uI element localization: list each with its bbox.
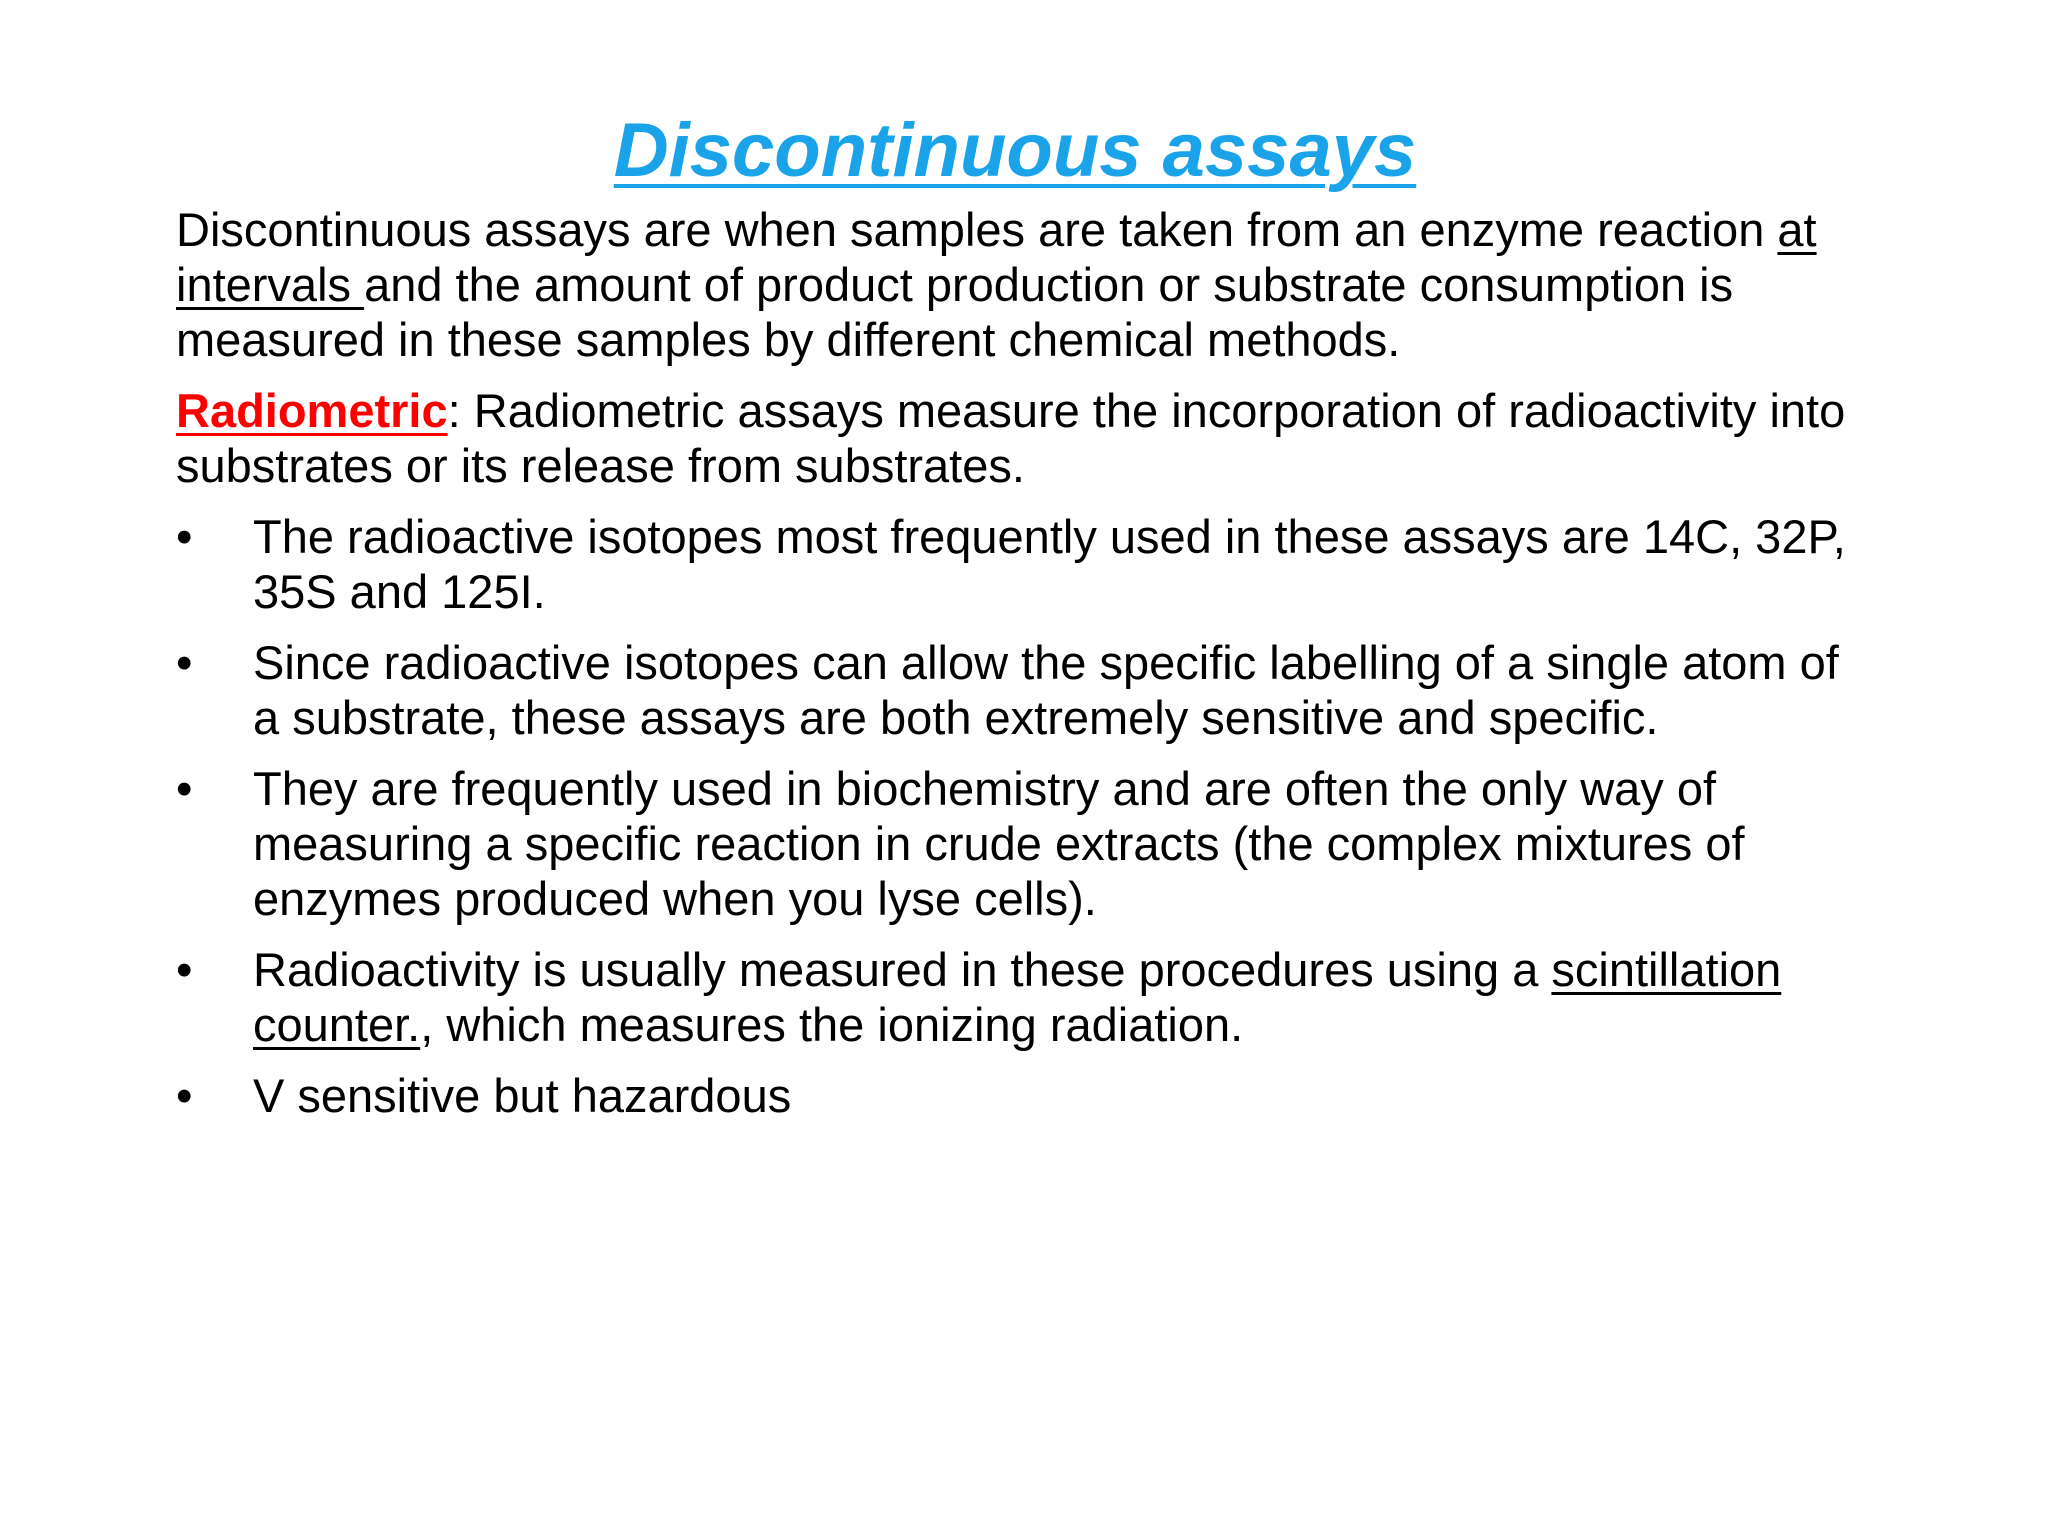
radiometric-paragraph [176,383,1876,493]
intro-paragraph [176,202,1876,367]
intro-underlined-term: at intervals [176,203,1817,311]
bullet-icon: • [176,1069,193,1122]
intro-text-before: Discontinuous assays are when samples are taken from an enzyme reaction [176,203,1778,256]
bullet-text: They are frequently used in biochemistry and are often the only way of measuring a specific reaction in crude extracts (the complex mixtures of enzymes produced when you lyse cells). [253,762,1745,925]
radiometric-keyword: Radiometric [176,384,448,437]
bullet-text: V sensitive but hazardous [253,1069,792,1122]
bullet-text: Radioactivity is usually measured in these procedures using a [253,943,1552,996]
radiometric-definition: : Radiometric assays measure the incorporation of radioactivity into substrates or its release from substrates. [176,384,1846,492]
bullet-underlined-term: scintillation counter. [253,943,1782,1051]
intro-text-after: and the amount of product production or substrate consumption is measured in these samples by different chemical methods. [176,258,1734,366]
bullet-icon: • [176,510,193,563]
bullet-item [176,761,1876,926]
bullet-item [176,942,1876,1052]
bullet-text: The radioactive isotopes most frequently used in these assays are 14C, 32P, 35S and 125I. [253,510,1846,618]
bullet-list [176,509,1876,1123]
slide-title: Discontinuous assays [613,108,1417,193]
bullet-icon: • [176,762,193,815]
bullet-item [176,1068,1876,1123]
bullet-text: Since radioactive isotopes can allow the specific labelling of a single atom of a substrate, these assays are both extremely sensitive and specific. [253,636,1839,744]
slide-body [176,202,1876,1139]
bullet-item [176,635,1876,745]
bullet-text-after: , which measures the ionizing radiation. [420,998,1244,1051]
bullet-icon: • [176,943,193,996]
bullet-icon: • [176,636,193,689]
bullet-item [176,509,1876,619]
